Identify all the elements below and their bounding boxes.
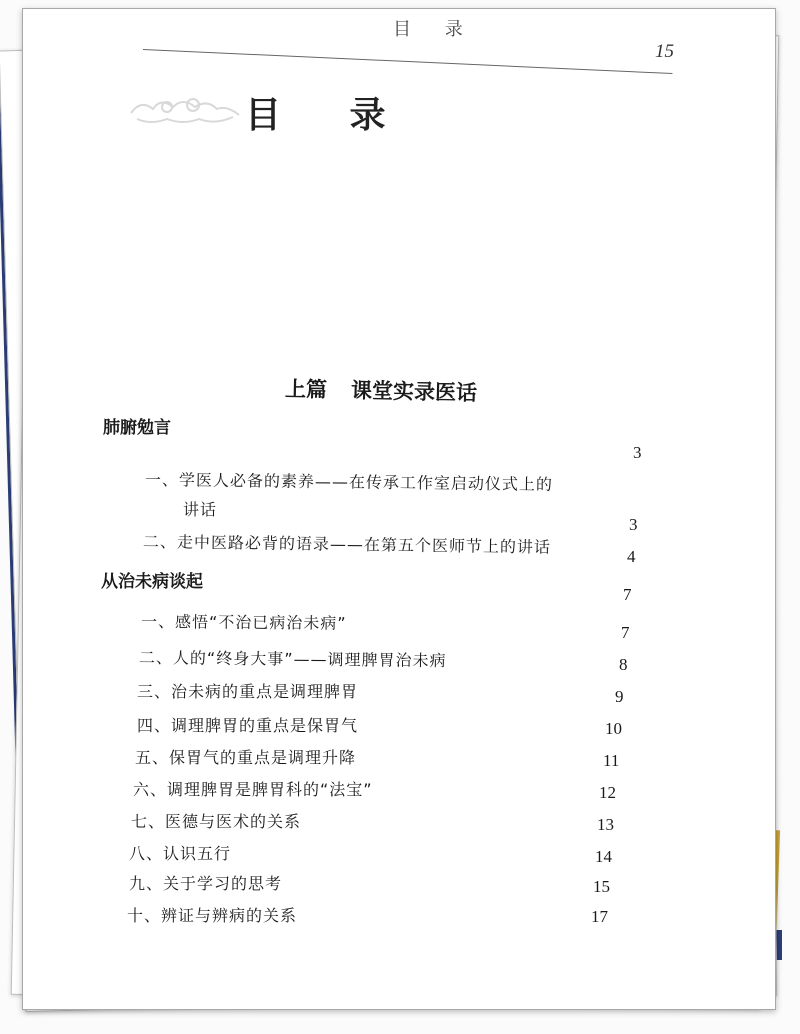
toc-entry[interactable]: 一、感悟“不治已病治未病” bbox=[140, 612, 347, 633]
section-page-number: 4 bbox=[627, 547, 636, 566]
toc-entry[interactable]: 二、人的“终身大事”——调理脾胃治未病 bbox=[138, 648, 447, 671]
entry-page-number: 9 bbox=[615, 687, 624, 706]
entry-page-number: 10 bbox=[605, 719, 622, 738]
entry-page-number: 15 bbox=[593, 877, 610, 896]
header-rule bbox=[143, 49, 672, 74]
section-title: 从治未病谈起 bbox=[101, 572, 203, 592]
page-title: 目 录 bbox=[245, 95, 414, 136]
toc-entry[interactable]: 七、医德与医术的关系 bbox=[131, 812, 302, 831]
toc-entry[interactable]: 五、保胃气的重点是调理升降 bbox=[135, 748, 357, 767]
toc-entry[interactable]: 六、调理脾胃是脾胃科的“法宝” bbox=[133, 780, 373, 799]
entry-page-number: 3 bbox=[633, 443, 642, 462]
entry-page-number: 7 bbox=[623, 585, 632, 604]
toc-entry[interactable]: 二、走中医路必背的语录——在第五个医师节上的讲话 bbox=[142, 532, 552, 557]
section-title: 肺腑勉言 bbox=[103, 418, 171, 438]
entry-page-number: 17 bbox=[591, 907, 608, 926]
toc-entry[interactable]: 三、治未病的重点是调理脾胃 bbox=[137, 682, 359, 701]
entry-page-number: 14 bbox=[595, 847, 612, 866]
toc-entry-continuation[interactable]: 讲话 bbox=[183, 500, 218, 519]
entry-page-number: 12 bbox=[599, 783, 616, 802]
toc-page bbox=[22, 8, 776, 1010]
cloud-ornament-icon bbox=[127, 91, 245, 127]
toc-entry[interactable]: 四、调理脾胃的重点是保胃气 bbox=[137, 716, 359, 735]
part-name: 课堂实录医话 bbox=[350, 378, 478, 406]
toc-entry[interactable]: 十、辨证与辨病的关系 bbox=[127, 906, 298, 925]
entry-page-number: 11 bbox=[603, 751, 620, 770]
running-head: 目 录 bbox=[393, 19, 477, 40]
entry-page-number: 13 bbox=[597, 815, 614, 834]
entry-page-number: 8 bbox=[619, 655, 628, 674]
toc-entry[interactable]: 八、认识五行 bbox=[129, 844, 232, 863]
toc-entry[interactable]: 一、学医人必备的素养——在传承工作室启动仪式上的 bbox=[144, 470, 554, 494]
toc-entry[interactable]: 九、关于学习的思考 bbox=[129, 874, 283, 893]
entry-page-number: 7 bbox=[621, 623, 630, 642]
part-label: 上篇 bbox=[284, 376, 328, 402]
page-number: 15 bbox=[655, 41, 674, 62]
entry-page-number: 3 bbox=[629, 515, 638, 534]
part-title bbox=[285, 373, 478, 407]
